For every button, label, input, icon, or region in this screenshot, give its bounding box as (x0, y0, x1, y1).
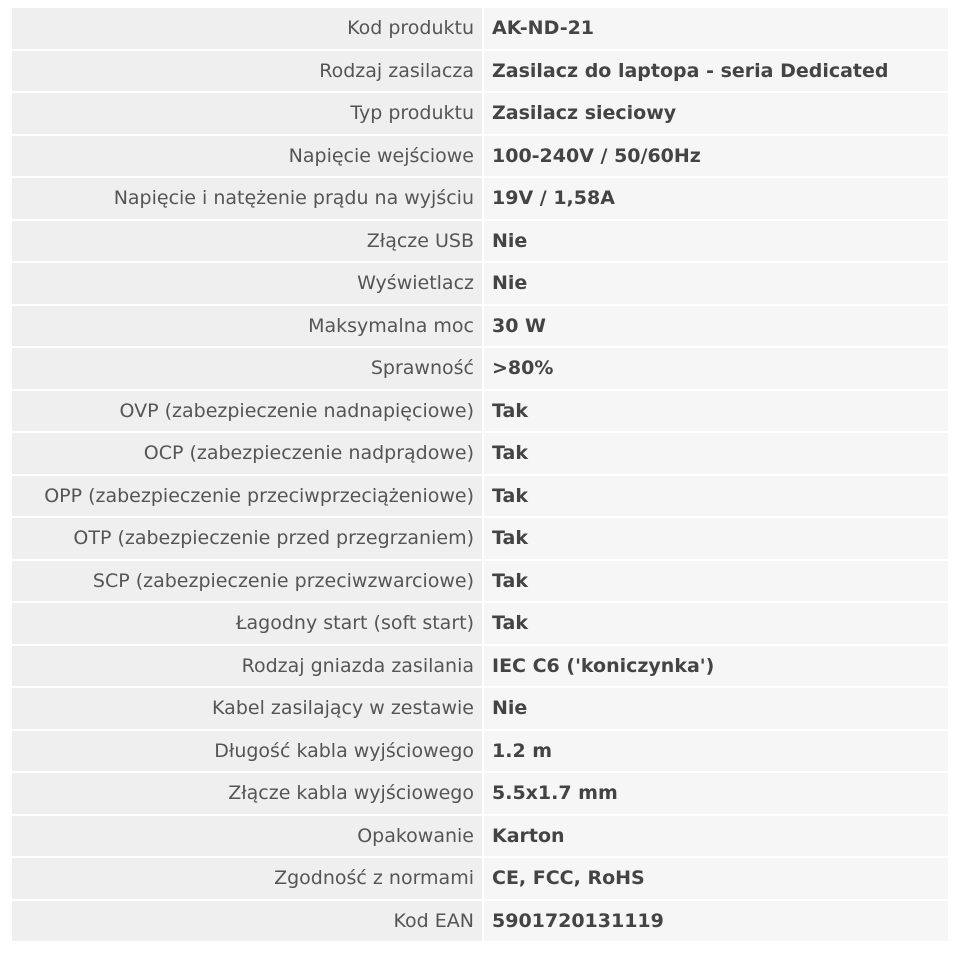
spec-row (12, 348, 948, 389)
spec-value: 30 W (484, 306, 948, 347)
spec-label: Złącze kabla wyjściowego (12, 773, 482, 814)
spec-value: Tak (484, 476, 948, 517)
spec-value: Tak (484, 518, 948, 559)
spec-value: CE, FCC, RoHS (484, 858, 948, 899)
spec-value: Zasilacz sieciowy (484, 93, 948, 134)
spec-row (12, 816, 948, 857)
spec-value: Karton (484, 816, 948, 857)
spec-row (12, 731, 948, 772)
spec-value: Tak (484, 603, 948, 644)
spec-label: Złącze USB (12, 221, 482, 262)
spec-row (12, 901, 948, 942)
spec-value: 100-240V / 50/60Hz (484, 136, 948, 177)
spec-row (12, 221, 948, 262)
spec-value: 5901720131119 (484, 901, 948, 942)
spec-label: Napięcie wejściowe (12, 136, 482, 177)
spec-label: Zgodność z normami (12, 858, 482, 899)
spec-row (12, 136, 948, 177)
spec-label: Maksymalna moc (12, 306, 482, 347)
spec-value: Nie (484, 688, 948, 729)
spec-value: Tak (484, 433, 948, 474)
spec-label: OVP (zabezpieczenie nadnapięciowe) (12, 391, 482, 432)
spec-row (12, 646, 948, 687)
spec-row (12, 688, 948, 729)
spec-table (12, 8, 948, 943)
spec-value: Tak (484, 561, 948, 602)
spec-value: AK-ND-21 (484, 8, 948, 49)
spec-row (12, 476, 948, 517)
spec-label: Opakowanie (12, 816, 482, 857)
spec-value: Nie (484, 221, 948, 262)
spec-label: Rodzaj zasilacza (12, 51, 482, 92)
spec-label: OPP (zabezpieczenie przeciwprzeciążeniowe) (12, 476, 482, 517)
spec-value: >80% (484, 348, 948, 389)
spec-label: Sprawność (12, 348, 482, 389)
spec-label: Kod EAN (12, 901, 482, 942)
spec-label: Typ produktu (12, 93, 482, 134)
spec-row (12, 51, 948, 92)
spec-row (12, 858, 948, 899)
spec-value: 19V / 1,58A (484, 178, 948, 219)
spec-row (12, 8, 948, 49)
spec-label: Rodzaj gniazda zasilania (12, 646, 482, 687)
spec-label: Długość kabla wyjściowego (12, 731, 482, 772)
spec-label: OCP (zabezpieczenie nadprądowe) (12, 433, 482, 474)
spec-label: Kabel zasilający w zestawie (12, 688, 482, 729)
spec-label: Kod produktu (12, 8, 482, 49)
spec-row (12, 93, 948, 134)
spec-row (12, 178, 948, 219)
spec-row (12, 433, 948, 474)
spec-label: Łagodny start (soft start) (12, 603, 482, 644)
spec-label: Napięcie i natężenie prądu na wyjściu (12, 178, 482, 219)
spec-value: Nie (484, 263, 948, 304)
spec-row (12, 773, 948, 814)
spec-row (12, 391, 948, 432)
spec-value: 5.5x1.7 mm (484, 773, 948, 814)
spec-row (12, 561, 948, 602)
spec-label: Wyświetlacz (12, 263, 482, 304)
spec-value: IEC C6 ('koniczynka') (484, 646, 948, 687)
spec-row (12, 306, 948, 347)
spec-value: Tak (484, 391, 948, 432)
spec-row (12, 263, 948, 304)
spec-row (12, 603, 948, 644)
spec-value: 1.2 m (484, 731, 948, 772)
spec-row (12, 518, 948, 559)
spec-label: OTP (zabezpieczenie przed przegrzaniem) (12, 518, 482, 559)
spec-label: SCP (zabezpieczenie przeciwzwarciowe) (12, 561, 482, 602)
spec-value: Zasilacz do laptopa - seria Dedicated (484, 51, 948, 92)
